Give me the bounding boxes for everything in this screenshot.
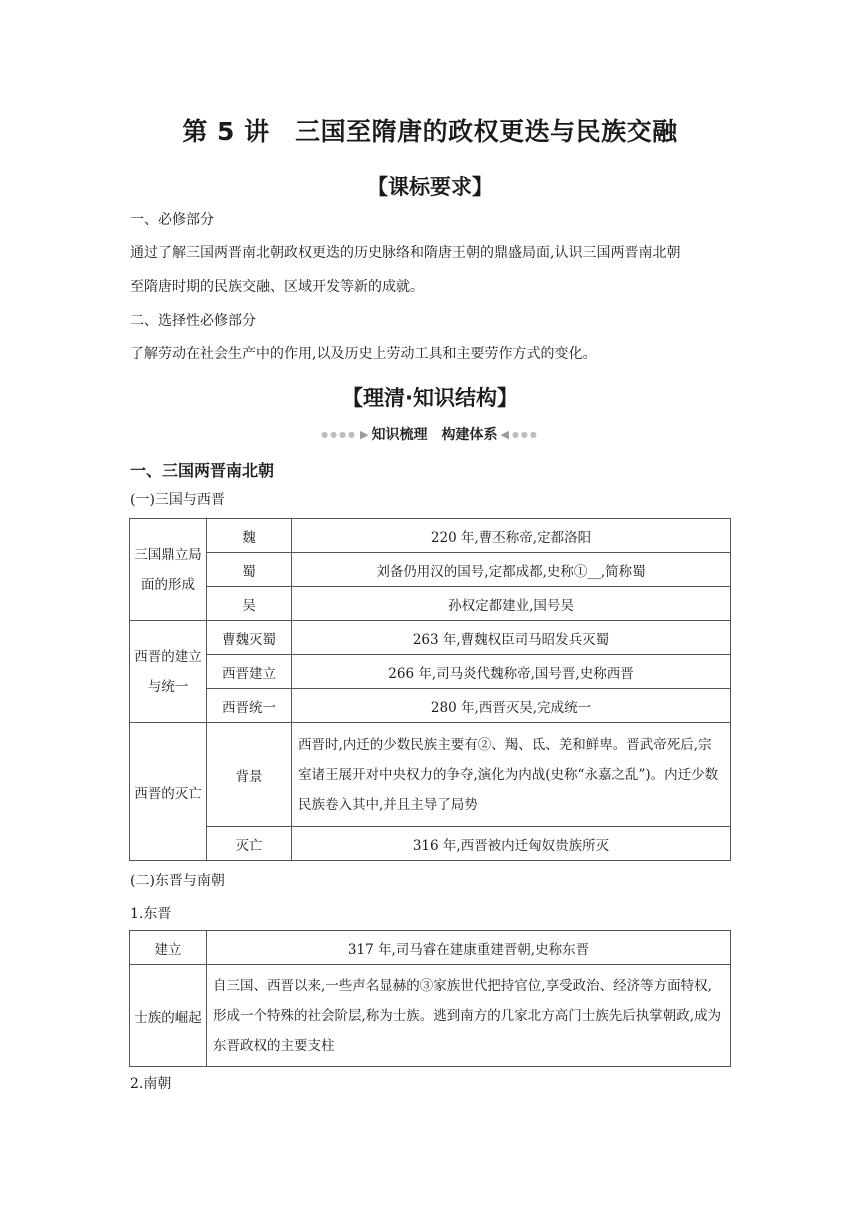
row-desc-fall: 316 年,西晋被内迁匈奴贵族所灭 — [292, 827, 731, 861]
elective-text: 了解劳动在社会生产中的作用,以及历史上劳动工具和主要劳作方式的变化。 — [130, 346, 597, 362]
table-row — [130, 931, 731, 965]
table-row — [130, 587, 731, 621]
table-row — [130, 519, 731, 553]
table-row — [130, 827, 731, 861]
row-label-shu: 蜀 — [207, 553, 292, 587]
table-row — [130, 723, 731, 827]
subheading-three-kingdoms: (一)三国与西晋 — [130, 492, 225, 508]
row-label-wei: 魏 — [207, 519, 292, 553]
row-label-gentry-rise: 士族的崛起 — [130, 965, 207, 1067]
table-row — [130, 689, 731, 723]
row-label-western-jin-unification: 西晋统一 — [207, 689, 292, 723]
row-desc-western-jin-established: 266 年,司马炎代魏称帝,国号晋,史称西晋 — [292, 655, 731, 689]
table-row — [130, 553, 731, 587]
knowledge-banner — [300, 424, 560, 444]
row-desc-wei-conquers-shu: 263 年,曹魏权臣司马昭发兵灭蜀 — [292, 621, 731, 655]
subheading-eastern-jin-southern: (二)东晋与南朝 — [130, 873, 225, 889]
required-text-line2: 至隋唐时期的民族交融、区域开发等新的成就。 — [130, 279, 424, 295]
subheading-southern-dynasties: 2.南朝 — [130, 1076, 172, 1092]
group-cell-three-kingdoms: 三国鼎立局面的形成 — [130, 519, 207, 621]
banner-text: 知识梳理 构建体系 — [371, 427, 498, 443]
row-desc-wei: 220 年,曹丕称帝,定都洛阳 — [292, 519, 731, 553]
row-desc-wu: 孙权定都建业,国号吴 — [292, 587, 731, 621]
row-desc-background: 西晋时,内迁的少数民族主要有②、羯、氐、羌和鲜卑。晋武帝死后,宗室诸王展开对中央权力的争夺,演化为内战(史称“永嘉之乱”)。内迁少数民族卷入其中,并且主导了局势 — [292, 723, 731, 827]
row-label-western-jin-established: 西晋建立 — [207, 655, 292, 689]
part1-heading: 一、三国两晋南北朝 — [130, 461, 275, 480]
banner-dots-left-icon: ●●●● — [321, 429, 358, 439]
group-cell-western-jin-fall: 西晋的灭亡 — [130, 723, 207, 861]
row-label-wu: 吴 — [207, 587, 292, 621]
section-heading-curriculum: 【课标要求】 — [367, 175, 493, 199]
row-label-wei-conquers-shu: 曹魏灭蜀 — [207, 621, 292, 655]
required-text-line1: 通过了解三国两晋南北朝政权更迭的历史脉络和隋唐王朝的鼎盛局面,认识三国两晋南北朝 — [130, 245, 681, 261]
eastern-jin-table — [129, 930, 731, 1067]
row-label-background: 背景 — [207, 723, 292, 827]
table-row — [130, 655, 731, 689]
table-row — [130, 965, 731, 1067]
elective-heading: 二、选择性必修部分 — [130, 313, 256, 329]
banner-arrow-left-icon: ◀ — [500, 427, 509, 441]
section-heading-structure: 【理清·知识结构】 — [342, 386, 518, 410]
row-desc-shu: 刘备仍用汉的国号,定都成都,史称①__,简称蜀 — [292, 553, 731, 587]
row-label-fall: 灭亡 — [207, 827, 292, 861]
table-row — [130, 621, 731, 655]
subheading-eastern-jin: 1.东晋 — [130, 906, 172, 922]
row-desc-gentry-rise: 自三国、西晋以来,一些声名显赫的③家族世代把持官位,享受政治、经济等方面特权,形成一个特殊的社会阶层,称为士族。逃到南方的几家北方高门士族先后执掌朝政,成为东晋政权的主要支柱 — [207, 965, 731, 1067]
banner-arrow-right-icon: ▶ — [360, 427, 369, 441]
row-label-establishment: 建立 — [130, 931, 207, 965]
group-cell-western-jin-founding: 西晋的建立与统一 — [130, 621, 207, 723]
banner-dots-right-icon: ●●● — [511, 429, 539, 439]
row-desc-western-jin-unification: 280 年,西晋灭吴,完成统一 — [292, 689, 731, 723]
required-heading: 一、必修部分 — [130, 212, 214, 228]
lecture-title: 第 5 讲 三国至隋唐的政权更迭与民族交融 — [182, 117, 678, 146]
row-desc-establishment: 317 年,司马睿在建康重建晋朝,史称东晋 — [207, 931, 731, 965]
three-kingdoms-table — [129, 518, 731, 861]
